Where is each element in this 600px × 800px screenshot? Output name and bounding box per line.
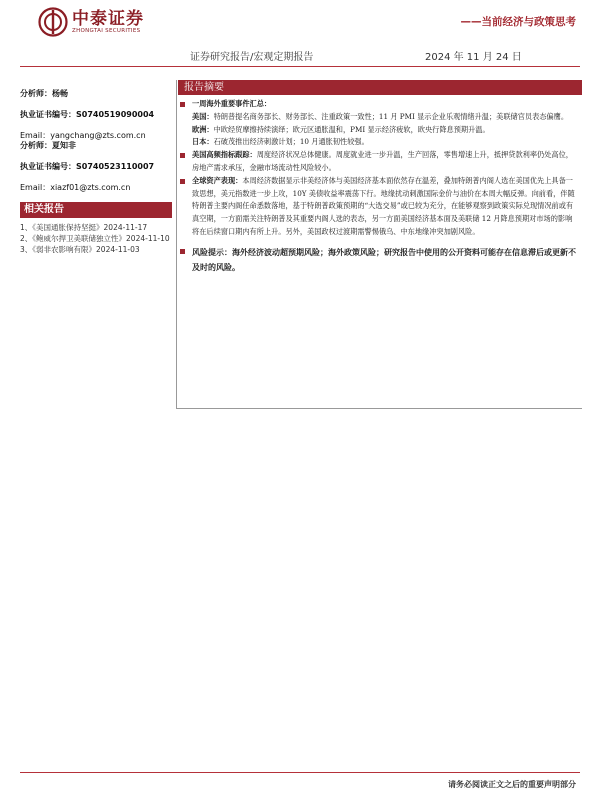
header-divider xyxy=(20,66,580,67)
summary-us-events: 美国：特朗普提名商务部长、财务部长、注重政策一致性；11 月 PMI 显示企业乐观情绪升温；美联储官员表态偏鹰。 xyxy=(192,111,569,121)
cert-number: S0740519090004 xyxy=(76,110,155,119)
related-report-item[interactable]: 3、《弱非农影响有限》2024-11-03 xyxy=(20,245,140,254)
section-title: 一周海外重要事件汇总： xyxy=(192,99,272,108)
related-reports-header: 相关报告 xyxy=(20,202,172,218)
summary-section-risk: 风险提示：海外经济波动超预期风险；海外政策风险；研究报告中使用的公开资料可能存在信息滞后或更新不及时的风险。 xyxy=(178,245,578,275)
report-type: 证券研究报告/宏观定期报告 xyxy=(190,52,314,63)
cert-number: S0740523110007 xyxy=(76,162,155,171)
summary-bottom-border xyxy=(176,408,582,409)
analyst-block-1 xyxy=(20,88,172,141)
summary-section-assets: 全球资产表现：本周经济数据显示非美经济体与美国经济基本面依然存在温差，叠加特朗普内阁人选在美国优先上具备一致思想，美元指数进一步上攻，10Y 美债收益率震荡下行。地缘扰动刺激国际金价与油价在本周大幅反弹。向前看，伴随特朗普主要内阁任命悉数落地，基于特朗普政策预期的“大选交易”或已较为充分，在能够观察到政策实际兑现情况前或有真空期，一方面需关注特朗普及其重要内阁人选的表态，另一方面美国经济基本面及美联储 12 月降息预期对市场的影响将在后续窗口期内有所上升。另外，美国政权过渡期需警惕俄乌、中东地缘冲突加剧风险。 xyxy=(178,175,578,239)
bullet-icon xyxy=(180,153,185,158)
analyst-block-2 xyxy=(20,140,172,193)
logo-mark-icon xyxy=(38,7,68,37)
analyst-name: 杨畅 xyxy=(52,89,68,98)
email-label: Email： xyxy=(20,131,51,140)
analyst-label: 分析师： xyxy=(20,89,52,98)
summary-left-border xyxy=(176,80,177,408)
footer-disclaimer: 请务必阅读正文之后的重要声明部分 xyxy=(448,780,576,789)
analyst-name: 夏知非 xyxy=(52,141,76,150)
summary-section-events xyxy=(178,98,578,111)
logo-english-name: ZHONGTAI SECURITIES xyxy=(72,27,141,34)
related-report-item[interactable]: 1、《美国通胀保持坚挺》2024-11-17 xyxy=(20,223,148,232)
summary-header: 报告摘要 xyxy=(178,80,582,95)
summary-section-hf: 美国高频指标跟踪：周度经济状况总体健康。周度就业进一步升温，生产回落，零售增速上升，抵押贷款利率仍处高位，房地产需求承压，金融市场流动性风险较小。 xyxy=(178,149,578,175)
related-reports-list xyxy=(20,222,176,255)
cert-label: 执业证书编号： xyxy=(20,162,76,171)
summary-jp-events: 日本：石破茂推出经济刺激计划；10 月通胀韧性较强。 xyxy=(192,137,369,147)
email-address[interactable]: yangchang@zts.com.cn xyxy=(50,131,146,140)
bullet-icon xyxy=(180,249,185,254)
bullet-icon xyxy=(180,179,185,184)
summary-eu-events: 欧洲：中欧经贸摩擦持续演绎；欧元区通胀温和，PMI 显示经济疲软，欧央行降息预期升温。 xyxy=(192,124,490,134)
logo-chinese-name: 中泰证券 xyxy=(72,8,144,29)
email-address[interactable]: xiazf01@zts.com.cn xyxy=(50,183,131,192)
cert-label: 执业证书编号： xyxy=(20,110,76,119)
summary-content xyxy=(178,98,578,275)
related-report-item[interactable]: 2、《鲍威尔捍卫美联储独立性》2024-11-10 xyxy=(20,234,170,243)
report-date: 2024 年 11 月 24 日 xyxy=(425,52,522,63)
series-tagline: ——当前经济与政策思考 xyxy=(460,16,576,28)
email-label: Email： xyxy=(20,183,51,192)
company-logo xyxy=(38,4,144,40)
bullet-icon xyxy=(180,102,185,107)
analyst-label: 分析师： xyxy=(20,141,52,150)
footer-divider xyxy=(20,772,580,773)
